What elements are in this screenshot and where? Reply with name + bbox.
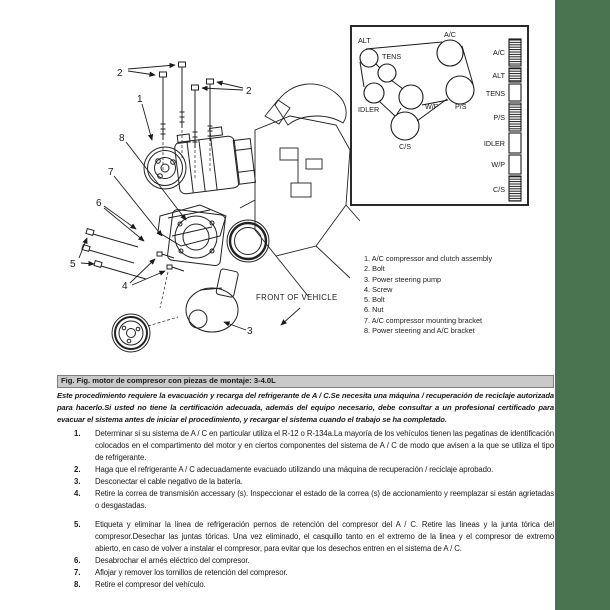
pulley-label-cs: C/S [399,142,411,151]
procedure-step: 5. Etiqueta y eliminar la linea de refrigeración pernos de retención del compresor del A / C. Retire las lineas y la junta tórica del compresor.Desechar las juntas tóricas. Una vez eliminado, el casquillo tanto en el extremo de la linea y el compresor de extremo abierto, en caso de volver a instalar el compresor, para evitar que los desechos entren en el sistema de A / C. [74,520,554,553]
procedure-steps [57,428,554,591]
pulley-label-tens: TENS [382,52,402,61]
legend-label-idler: IDLER [483,139,505,148]
callout-5: 5 [70,259,76,270]
legend-label-ac: A/C [493,48,505,57]
legend-label-alt: ALT [492,71,505,80]
part-item: 1. A/C compressor and clutch assembly [364,254,493,263]
pump-pulley-drawing [112,314,178,352]
parts-list [364,254,554,336]
part-item: 3. Power steering pump [364,274,442,284]
part-item: 7. A/C compressor mounting bracket [364,315,483,325]
belt-diagram-svg [352,27,527,204]
callout-6: 6 [96,198,102,209]
callout-1: 1 [137,94,143,105]
engine-block-drawing [240,84,360,296]
pulley-label-wp: W/P [425,102,439,111]
illustration-svg [50,20,360,372]
callout-leaders [79,65,300,330]
procedure-step: 7. Aflojar y remover los tornillos de retención del compresor. [74,568,288,577]
part-item: 2. Bolt [364,264,385,274]
diagonal-bolts-drawing [82,229,146,279]
pulley-label-ac: A/C [444,30,456,39]
procedure-step: 6. Desabrochar el arnés eléctrico del compresor. [74,556,250,565]
procedure-step: 1. Determinar si su sistema de A / C en particular utiliza el R-12 o R-134a.La mayoría de los vehículos tienen las pegatinas de identificación colocados en el compartimento del motor y en ciertos componentes del sistema de A / C de modo que avisen a la que se utiliza el tipo de refrigerante. [74,429,554,462]
pulley-label-idler: IDLER [358,105,380,114]
part-item: 6. Nut [364,305,384,315]
legend-label-tens: TENS [485,89,505,98]
crank-ring-drawing [227,220,269,262]
right-green-band [555,0,610,610]
belt-routing-diagram [350,25,529,206]
procedure-step: 3. Desconectar el cable negativo de la batería. [74,477,243,486]
part-item: 4. Screw [364,284,393,294]
procedure-step: 2. Haga que el refrigerante A / C adecuadamente evacuado utilizando una máquina de recuperación / reciclaje aprobado. [74,465,494,474]
pulley-label-alt: ALT [358,36,371,45]
callout-2-left: 2 [117,68,123,79]
mounting-bolts-top [160,62,214,180]
legend-label-wp: W/P [491,160,505,169]
legend-label-ps: P/S [493,113,505,122]
pulley-legend-strip [509,39,521,201]
engine-compressor-illustration [50,20,360,372]
front-of-vehicle-label: FRONT OF VEHICLE [256,293,338,302]
flange-drawing [167,209,226,266]
pulley-label-ps: P/S [455,102,467,111]
procedure-step: 4. Retire la correa de transmisión accessary (s). Inspeccionar el estado de la correa (s) de accionamiento y reemplazar si están agrietadas o desgastadas. [74,489,554,510]
callout-7: 7 [108,167,114,178]
figure-caption-bar [57,375,554,388]
belt-pulleys [360,40,474,140]
procedure-step: 8. Retire el compresor del vehículo. [74,580,206,589]
figure-caption: Fig. Fig. motor de compresor con piezas de montaje: 3-4.0L [61,376,276,385]
part-item: 5. Bolt [364,295,385,305]
callout-2-right: 2 [246,86,252,97]
legend-label-cs: C/S [493,185,505,194]
part-item: 8. Power steering and A/C bracket [364,326,475,336]
callout-8: 8 [119,133,125,144]
callout-4: 4 [122,281,128,292]
callout-3: 3 [247,326,253,337]
power-steering-pump-drawing [160,268,239,332]
procedure-intro: Este procedimiento requiere la evacuación y recarga del refrigerante de A / C.Se necesita una máquina / recuperación de reciclaje autorizada para hacerlo.Si usted no tiene la certificación adecuada, además del equipo necesario, debe consultar a un profesional certificado para evacuar el sistema antes de iniciar el procedimiento, y recargar el sistema cuando el trabajo se ha completado. [57,391,554,424]
